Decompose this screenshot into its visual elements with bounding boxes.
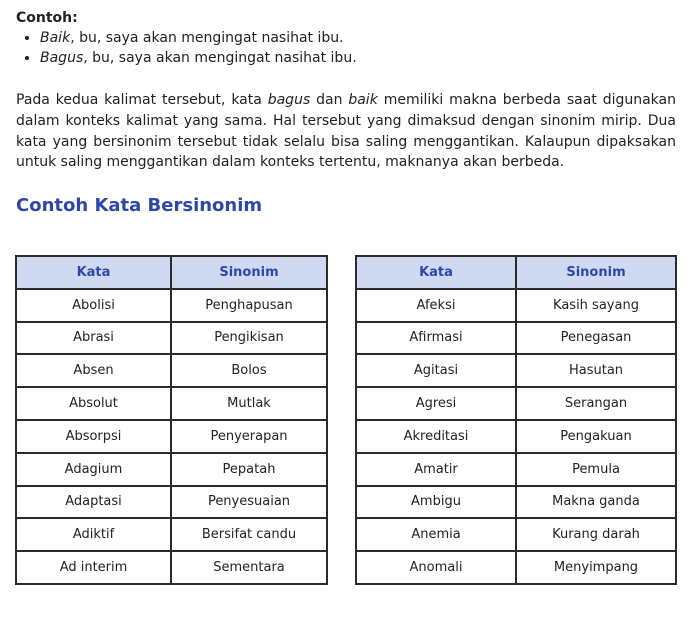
cell-kata: Abolisi bbox=[16, 289, 171, 322]
cell-kata: Absen bbox=[16, 354, 171, 387]
table-row bbox=[356, 551, 676, 584]
paragraph-text: Pada kedua kalimat tersebut, kata bbox=[16, 92, 268, 108]
table-row bbox=[16, 518, 327, 551]
cell-sinonim: Pengikisan bbox=[171, 322, 327, 355]
table-header-row bbox=[356, 256, 676, 289]
cell-sinonim: Kasih sayang bbox=[516, 289, 676, 322]
cell-sinonim: Penyerapan bbox=[171, 420, 327, 453]
example-word: Baik bbox=[40, 30, 71, 46]
example-sentence: , bu, saya akan mengingat nasihat ibu. bbox=[83, 50, 357, 66]
header-sinonim: Sinonim bbox=[171, 256, 327, 289]
cell-sinonim: Pemula bbox=[516, 453, 676, 486]
cell-sinonim: Bersifat candu bbox=[171, 518, 327, 551]
paragraph-text: dan bbox=[310, 92, 349, 108]
cell-kata: Adaptasi bbox=[16, 486, 171, 519]
cell-sinonim: Sementara bbox=[171, 551, 327, 584]
cell-sinonim: Kurang darah bbox=[516, 518, 676, 551]
example-item bbox=[40, 48, 676, 68]
table-row bbox=[356, 518, 676, 551]
article-body bbox=[16, 8, 676, 219]
cell-kata: Adagium bbox=[16, 453, 171, 486]
paragraph-text: memiliki makna berbeda saat digunakan dalam konteks kalimat yang sama. Hal tersebut yang dimaksud dengan sinonim mirip. Dua kata yang bersinonim tersebut tidak selalu bisa saling menggantikan. Kalaupun dipaksakan untuk saling menggantikan dalam konteks tertentu, maknanya akan berbeda. bbox=[16, 92, 676, 171]
cell-sinonim: Penyesuaian bbox=[171, 486, 327, 519]
table-row bbox=[16, 387, 327, 420]
cell-sinonim: Hasutan bbox=[516, 354, 676, 387]
cell-kata: Absolut bbox=[16, 387, 171, 420]
cell-kata: Agresi bbox=[356, 387, 516, 420]
cell-kata: Abrasi bbox=[16, 322, 171, 355]
cell-sinonim: Penghapusan bbox=[171, 289, 327, 322]
table-row bbox=[356, 486, 676, 519]
table-row bbox=[16, 420, 327, 453]
table-row bbox=[16, 322, 327, 355]
cell-kata: Absorpsi bbox=[16, 420, 171, 453]
table-row bbox=[16, 486, 327, 519]
cell-kata: Amatir bbox=[356, 453, 516, 486]
section-title: Contoh Kata Bersinonim bbox=[16, 195, 263, 217]
explanation-paragraph bbox=[16, 90, 676, 173]
example-item bbox=[40, 28, 676, 48]
cell-kata: Anemia bbox=[356, 518, 516, 551]
table-row bbox=[16, 551, 327, 584]
paragraph-italic-word: baik bbox=[348, 92, 378, 108]
cell-kata: Anomali bbox=[356, 551, 516, 584]
synonym-table-left bbox=[15, 255, 328, 585]
paragraph-italic-word: bagus bbox=[267, 92, 311, 108]
table-row bbox=[356, 453, 676, 486]
table-row bbox=[356, 387, 676, 420]
cell-kata: Agitasi bbox=[356, 354, 516, 387]
table-row bbox=[356, 289, 676, 322]
example-list bbox=[16, 28, 676, 68]
cell-sinonim: Penegasan bbox=[516, 322, 676, 355]
synonym-table-right bbox=[355, 255, 677, 585]
cell-sinonim: Menyimpang bbox=[516, 551, 676, 584]
cell-kata: Adiktif bbox=[16, 518, 171, 551]
example-word: Bagus bbox=[40, 50, 84, 66]
cell-sinonim: Makna ganda bbox=[516, 486, 676, 519]
table-row bbox=[16, 453, 327, 486]
cell-kata: Afirmasi bbox=[356, 322, 516, 355]
header-sinonim: Sinonim bbox=[516, 256, 676, 289]
cell-sinonim: Serangan bbox=[516, 387, 676, 420]
cell-kata: Afeksi bbox=[356, 289, 516, 322]
table-row bbox=[16, 289, 327, 322]
cell-sinonim: Mutlak bbox=[171, 387, 327, 420]
table-row bbox=[356, 420, 676, 453]
example-label: Contoh: bbox=[16, 10, 78, 26]
table-row bbox=[356, 322, 676, 355]
header-kata: Kata bbox=[16, 256, 171, 289]
table-row bbox=[356, 354, 676, 387]
cell-kata: Ad interim bbox=[16, 551, 171, 584]
header-kata: Kata bbox=[356, 256, 516, 289]
cell-sinonim: Bolos bbox=[171, 354, 327, 387]
table-header-row bbox=[16, 256, 327, 289]
example-sentence: , bu, saya akan mengingat nasihat ibu. bbox=[70, 30, 344, 46]
table-row bbox=[16, 354, 327, 387]
cell-kata: Ambigu bbox=[356, 486, 516, 519]
cell-kata: Akreditasi bbox=[356, 420, 516, 453]
cell-sinonim: Pepatah bbox=[171, 453, 327, 486]
cell-sinonim: Pengakuan bbox=[516, 420, 676, 453]
